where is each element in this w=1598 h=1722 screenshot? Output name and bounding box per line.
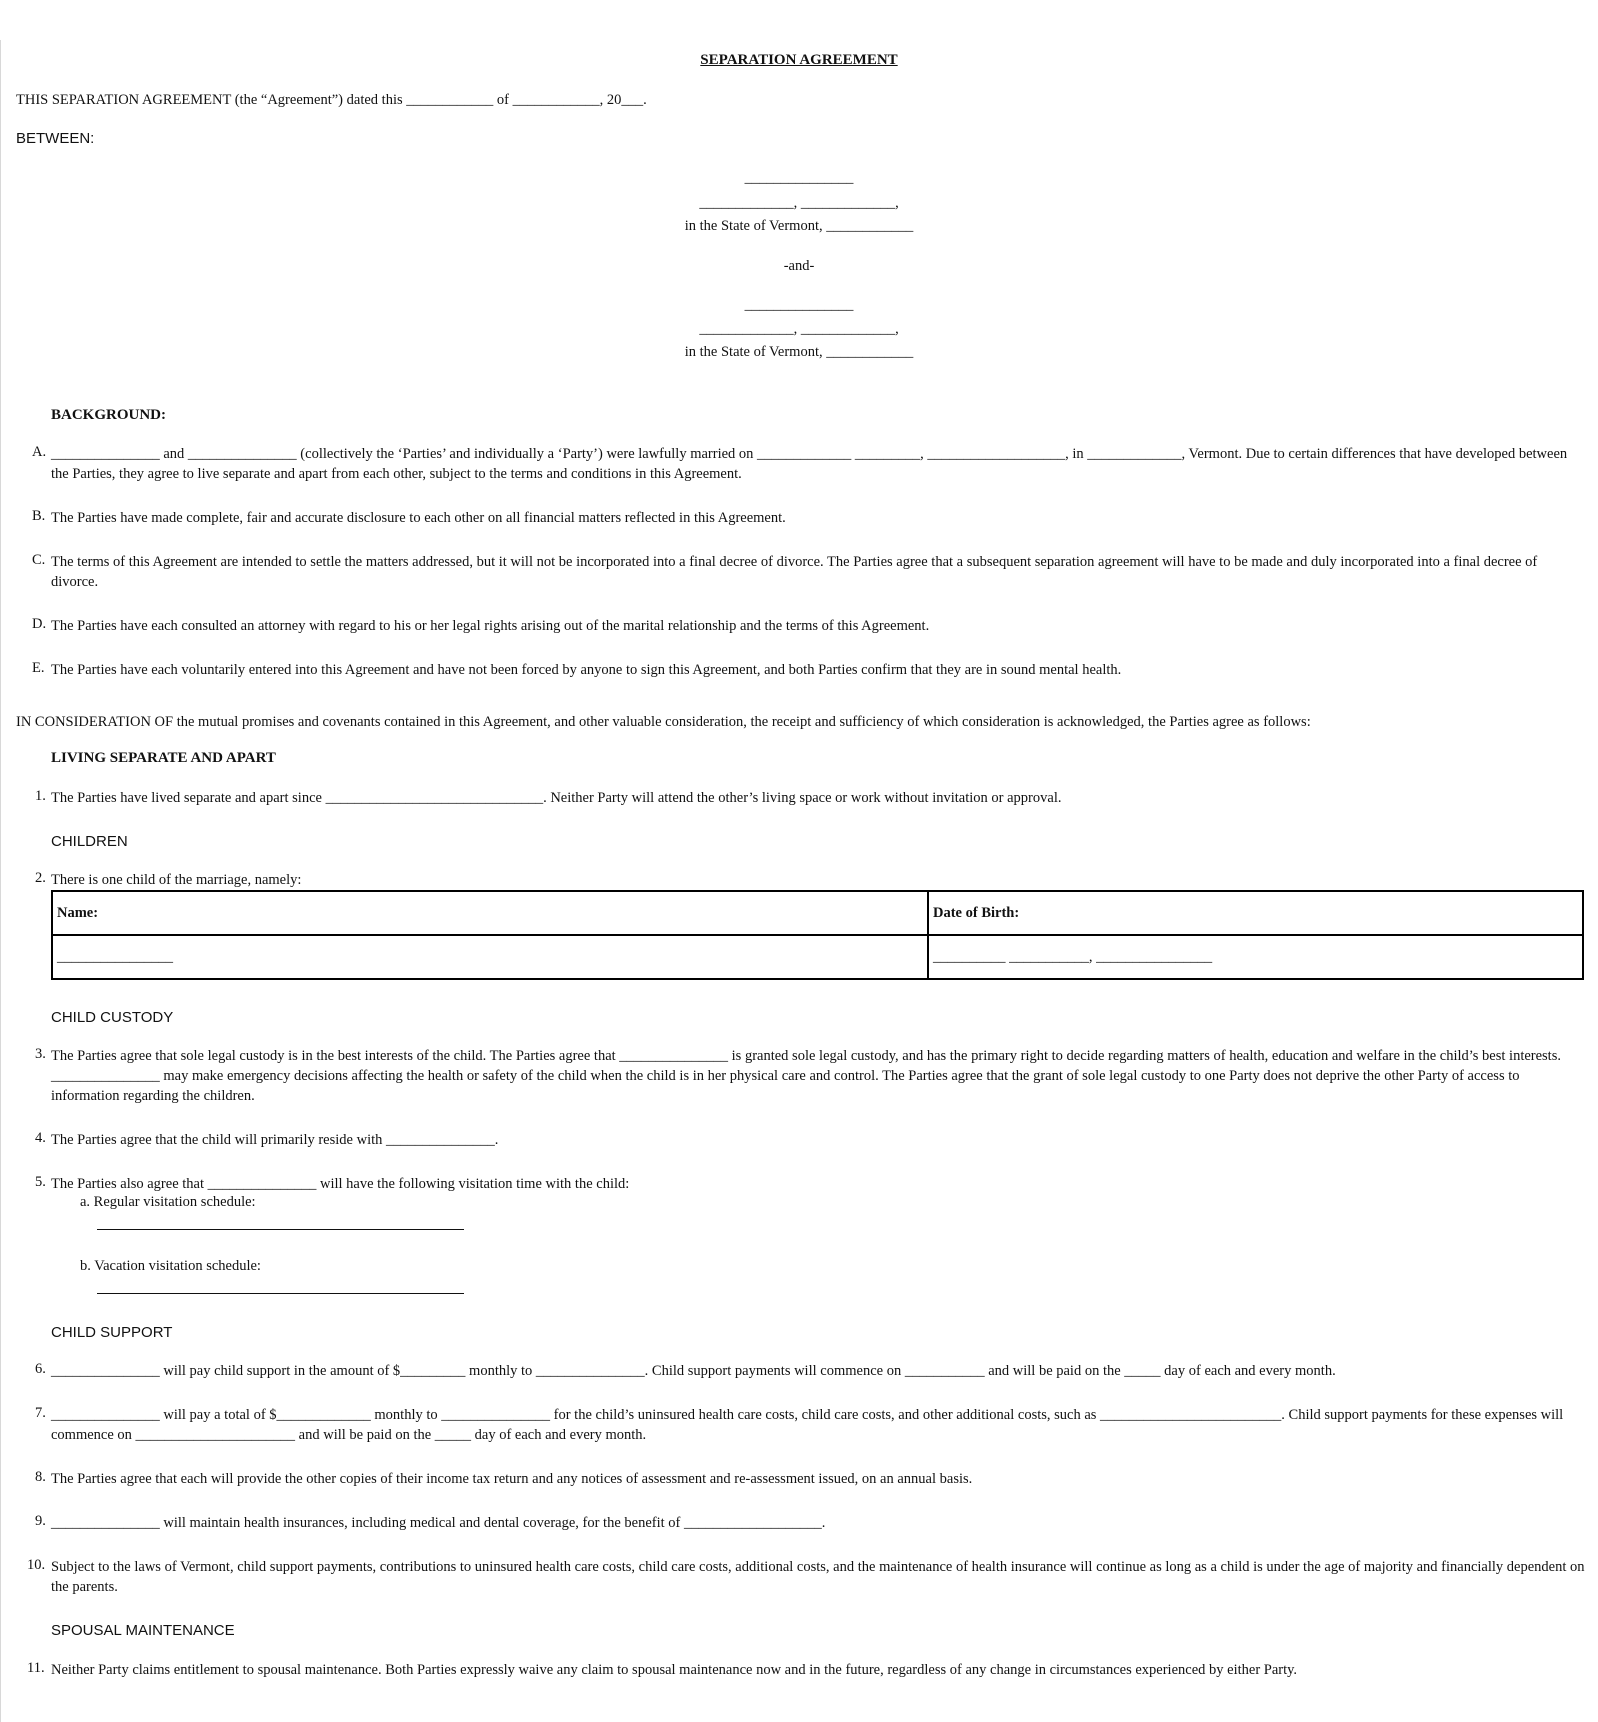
item7-text: _______________ will pay a total of $_____________ monthly to _______________ for the child’s uninsured health care costs, child care costs, and other additional costs, such as _________________________. Child support payments for these expenses will commence on ______________________ and will be paid on the _____ day of each and every month. xyxy=(51,1407,1564,1443)
background-c-text: The terms of this Agreement are intended to settle the matters addressed, but it will not be incorporated into a final decree of divorce. The Parties agree that a subsequent separation agreement will have to be made and duly incorporated into a final decree of divorce. xyxy=(51,554,1538,590)
item8-label: 8. xyxy=(35,1469,46,1485)
regular-visitation-label: a. Regular visitation schedule: xyxy=(80,1194,256,1210)
party2-name: _______________ xyxy=(744,297,854,313)
regular-visitation-line xyxy=(97,1229,464,1230)
item9-text: _______________ will maintain health insurances, including medical and dental coverage, for the benefit of ___________________. xyxy=(51,1515,826,1531)
item6-label: 6. xyxy=(35,1361,46,1377)
party1-name: _______________ xyxy=(744,170,854,186)
item6-text: _______________ will pay child support in the amount of $_________ monthly to _______________. Child support payments will commence on ___________ and will be paid on the _____ day of each and every month. xyxy=(51,1363,1336,1379)
background-b-text: The Parties have made complete, fair and accurate disclosure to each other on all financial matters reflected in this Agreement. xyxy=(51,510,786,526)
party2-address: _____________, _____________, xyxy=(699,321,899,337)
document-title: SEPARATION AGREEMENT xyxy=(700,52,898,68)
intro-line: THIS SEPARATION AGREEMENT (the “Agreement”) dated this ____________ of ____________, 20___. xyxy=(16,92,647,108)
living-heading: LIVING SEPARATE AND APART xyxy=(51,750,276,766)
between-label: BETWEEN: xyxy=(16,130,95,147)
spousal-heading: SPOUSAL MAINTENANCE xyxy=(51,1622,235,1639)
item4-label: 4. xyxy=(35,1130,46,1146)
background-heading: BACKGROUND: xyxy=(51,407,166,423)
and-separator: -and- xyxy=(783,258,815,274)
item7-label: 7. xyxy=(35,1405,46,1421)
page-edge-divider xyxy=(0,40,1,1722)
child-dob-cell: __________ ___________, ________________ xyxy=(928,935,1583,979)
child-name-cell: ________________ xyxy=(52,935,928,979)
consideration-paragraph: IN CONSIDERATION OF the mutual promises and covenants contained in this Agreement, and other valuable consideration, the receipt and sufficiency of which consideration is acknowledged, the Parties agree as follows: xyxy=(16,714,1311,730)
party1-state: in the State of Vermont, ____________ xyxy=(684,218,914,234)
item11-text: Neither Party claims entitlement to spousal maintenance. Both Parties expressly waive any claim to spousal maintenance now and in the future, regardless of any change in circumstances experienced by either Party. xyxy=(51,1662,1298,1678)
item2-text: There is one child of the marriage, namely: xyxy=(51,872,302,888)
background-c-label: C. xyxy=(32,552,46,568)
item5-label: 5. xyxy=(35,1174,46,1190)
children-table xyxy=(51,890,1584,980)
background-a-text: _______________ and _______________ (collectively the ‘Parties’ and individually a ‘Party’) were lawfully married on _____________ _________, ___________________, in _____________, Vermont. Due to certain differences that have developed between the Parties, they agree to live separate and apart from each other, subject to the terms and conditions in this Agreement. xyxy=(51,446,1568,482)
children-heading: CHILDREN xyxy=(51,833,128,850)
custody-heading: CHILD CUSTODY xyxy=(51,1009,174,1026)
party2-state: in the State of Vermont, ____________ xyxy=(684,344,914,360)
item11-label: 11. xyxy=(27,1660,45,1676)
background-b-label: B. xyxy=(32,508,46,524)
item3-label: 3. xyxy=(35,1046,46,1062)
background-e-label: E. xyxy=(32,660,45,676)
background-e-text: The Parties have each voluntarily entered into this Agreement and have not been forced by anyone to sign this Agreement, and both Parties confirm that they are in sound mental health. xyxy=(51,662,1122,678)
item10-label: 10. xyxy=(27,1557,46,1573)
vacation-visitation-label: b. Vacation visitation schedule: xyxy=(80,1258,261,1274)
item8-text: The Parties agree that each will provide the other copies of their income tax return and any notices of assessment and re-assessment issued, on an annual basis. xyxy=(51,1471,973,1487)
item2-label: 2. xyxy=(35,870,46,886)
support-heading: CHILD SUPPORT xyxy=(51,1324,173,1341)
item4-text: The Parties agree that the child will primarily reside with _______________. xyxy=(51,1132,499,1148)
table-row xyxy=(52,935,1583,979)
party1-address: _____________, _____________, xyxy=(699,195,899,211)
item1-label: 1. xyxy=(35,788,46,804)
table-header-row xyxy=(52,891,1583,935)
item1-text: The Parties have lived separate and apart since ______________________________. Neither Party will attend the other’s living space or work without invitation or approval. xyxy=(51,790,1062,806)
background-d-text: The Parties have each consulted an attorney with regard to his or her legal rights arising out of the marital relationship and the terms of this Agreement. xyxy=(51,618,930,634)
dob-column-header: Date of Birth: xyxy=(928,891,1583,935)
vacation-visitation-line xyxy=(97,1293,464,1294)
item9-label: 9. xyxy=(35,1513,46,1529)
background-a-label: A. xyxy=(32,444,47,460)
name-column-header: Name: xyxy=(52,891,928,935)
background-d-label: D. xyxy=(32,616,47,632)
item10-text: Subject to the laws of Vermont, child support payments, contributions to uninsured health care costs, child care costs, additional costs, and the maintenance of health insurance will continue as long as a child is under the age of majority and financially dependent on the parents. xyxy=(51,1559,1585,1595)
item5-text: The Parties also agree that _______________ will have the following visitation time with the child: xyxy=(51,1176,630,1192)
item3-text: The Parties agree that sole legal custody is in the best interests of the child. The Parties agree that _______________ is granted sole legal custody, and has the primary right to decide regarding matters of health, education and welfare in the child’s best interests. _______________ may make emergency decisions affecting the health or safety of the child when the child is in her physical care and control. The Parties agree that the grant of sole legal custody to one Party does not deprive the other Party of access to information regarding the children. xyxy=(51,1048,1561,1104)
